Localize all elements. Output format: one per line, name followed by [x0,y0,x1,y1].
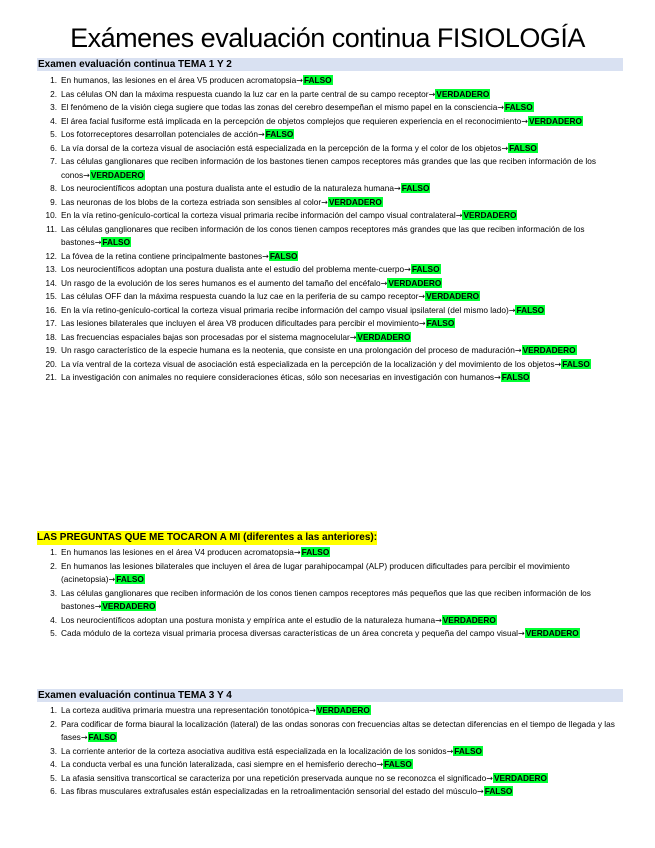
answer-badge: FALSO [301,547,330,557]
question-number: 17. [45,318,57,328]
question-number: 5. [50,772,57,783]
question-number: 7. [50,156,57,166]
answer-badge: VERDADERO [316,705,370,715]
question-item [0,718,655,745]
answer-badge: FALSO [303,75,332,85]
right-arrow-icon: → [293,548,301,557]
question-number: 12. [45,250,57,261]
question-item [0,290,655,304]
right-arrow-icon: → [501,143,509,153]
right-arrow-icon: → [418,292,426,301]
question-item [0,587,655,614]
answer-badge: VERDADERO [102,601,156,611]
answer-badge: VERDADERO [522,345,576,355]
question-item [0,277,655,291]
right-arrow-icon: → [94,602,102,611]
question-body [61,88,617,102]
answer-badge: FALSO [88,732,117,742]
section-heading-my-questions: LAS PREGUNTAS QUE ME TOCARON A MI (diferentes a las anteriores): [37,532,378,543]
question-body [61,745,617,759]
question-item [0,627,655,641]
answer-badge: FALSO [102,237,131,247]
right-arrow-icon: → [94,238,102,247]
question-number: 1. [50,75,57,85]
question-text: Las células ganglionares que reciben información de los conos tienen campos receptores más pequeños que las que reciben información de los bastones [61,587,591,611]
question-item [0,304,655,318]
section-heading-tema-3-4: Examen evaluación continua TEMA 3 Y 4 [37,689,623,702]
answer-badge: VERDADERO [357,331,411,342]
question-item [0,371,655,385]
right-arrow-icon: → [477,787,484,796]
question-text: Las frecuencias espaciales bajas son procesadas por el sistema magnocelular [61,331,350,342]
right-arrow-icon: → [80,733,88,742]
question-text: En humanos, las lesiones en el área V5 producen acromatopsia [61,75,297,85]
question-number: 11. [46,223,57,234]
question-body [61,704,617,718]
question-item [0,182,655,196]
answer-badge: VERDADERO [493,772,547,783]
question-body [61,250,617,264]
question-text: La vía dorsal de la corteza visual de asociación está especializada en la percepción de la forma y el color de los objetos [61,142,502,153]
right-arrow-icon: → [428,89,436,99]
answer-badge: FALSO [411,264,440,274]
question-text: Las células ganglionares que reciben información de los bastones tienen campos receptores más grandes que las que reciben información de los conos [61,156,597,180]
question-number: 4. [50,614,57,625]
question-body [61,371,617,385]
question-body [61,142,617,156]
question-text: El fenómeno de la visión ciega sugiere que todas las zonas del cerebro desempeñan el mismo papel en la consciencia [61,102,498,112]
right-arrow-icon: → [486,773,493,783]
answer-badge: VERDADERO [328,196,382,207]
question-text: Cada módulo de la corteza visual primaria procesa diversas características de un área concreta y pequeña del campo visual [61,628,519,638]
question-text: La afasia sensitiva transcortical se caracteriza por una repetición preservada aunque no se reconozca el significado [61,772,487,783]
question-number: 10. [45,210,57,220]
question-number: 1. [50,705,57,715]
question-number: 2. [50,560,57,571]
right-arrow-icon: → [521,116,528,126]
right-arrow-icon: → [554,359,562,369]
right-arrow-icon: → [494,373,501,382]
question-body [61,772,617,786]
question-body [61,74,617,88]
question-number: 21. [45,372,57,382]
right-arrow-icon: → [376,760,384,769]
answer-badge: VERDADERO [442,614,496,625]
question-text: Las células ON dan la máxima respuesta cuando la luz car en la parte central de su campo receptor [61,88,429,99]
answer-badge: FALSO [509,142,537,153]
question-body [61,627,617,641]
question-item [0,785,655,799]
right-arrow-icon: → [83,170,90,180]
question-text: La conducta verbal es una función lateralizada, casi siempre en el hemisferio derecho [61,759,377,769]
question-text: La investigación con animales no requiere consideraciones éticas, sólo son necesarias en investigación con humanos [61,372,495,382]
answer-badge: FALSO [454,745,482,756]
question-number: 16. [45,304,57,315]
answer-badge: FALSO [505,102,533,112]
question-text: En la vía retino-genículo-cortical la corteza visual primaria recibe información del campo visual ipsilateral (del mismo lado) [61,304,509,315]
right-arrow-icon: → [418,319,426,328]
question-text: En la vía retino-genículo-cortical la corteza visual primaria recibe información del campo visual contralateral [61,210,456,220]
question-text: La vía ventral de la corteza visual de asociación está especializada en la percepción de la localización y del movimiento de los objetos [61,358,555,369]
question-number: 4. [50,759,57,769]
answer-badge: VERDADERO [463,210,517,220]
question-item [0,546,655,560]
question-number: 5. [50,129,57,139]
question-item [0,745,655,759]
answer-badge: VERDADERO [90,169,144,180]
question-text: Para codificar de forma biaural la localización (lateral) de las ondas sonoras con frecuencias altas se detectan diferencias en el tiempo de llegada y las fases [61,718,615,742]
question-body [61,209,617,223]
answer-badge: VERDADERO [436,88,490,99]
answer-badge: FALSO [562,358,590,369]
question-body [61,128,617,142]
question-item [0,250,655,264]
question-item [0,344,655,358]
question-body [61,263,617,277]
question-item [0,196,655,210]
question-number: 9. [50,196,57,207]
right-arrow-icon: → [309,706,316,715]
question-text: Los fotorreceptores desarrollan potenciales de acción [61,129,258,139]
question-item [0,758,655,772]
question-number: 5. [50,628,57,638]
right-arrow-icon: → [455,211,463,220]
question-text: El área facial fusiforme está implicada en la percepción de objetos complejos que requieren experiencia en el reconocimiento [61,115,522,126]
question-item [0,115,655,129]
question-item [0,704,655,718]
right-arrow-icon: → [435,615,442,625]
question-body [61,560,617,587]
page-title: Exámenes evaluación continua FISIOLOGÍA [70,23,585,53]
question-item [0,128,655,142]
question-text: Las neuronas de los blobs de la corteza estriada son sensibles al color [61,196,322,207]
question-text: En humanos las lesiones en el área V4 producen acromatopsia [61,547,294,557]
section-heading-tema-1-2: Examen evaluación continua TEMA 1 Y 2 [37,58,623,71]
question-number: 13. [45,264,57,274]
question-body [61,304,617,318]
question-item [0,263,655,277]
question-body [61,718,617,745]
answer-badge: VERDADERO [388,277,442,288]
question-text: Un rasgo de la evolución de los seres humanos es el aumento del tamaño del encéfalo [61,277,381,288]
question-list-my-questions [0,546,655,641]
question-body [61,182,617,196]
question-item [0,155,655,182]
question-number: 15. [45,291,57,301]
question-item [0,614,655,628]
right-arrow-icon: → [321,197,328,207]
question-text: La fóvea de la retina contiene principalmente bastones [61,250,263,261]
question-body [61,317,617,331]
right-arrow-icon: → [262,251,269,261]
question-item [0,331,655,345]
question-item [0,358,655,372]
question-body [61,614,617,628]
right-arrow-icon: → [296,76,303,85]
question-item [0,772,655,786]
right-arrow-icon: → [349,332,357,342]
question-number: 19. [45,345,57,355]
right-arrow-icon: → [394,184,401,193]
question-item [0,101,655,115]
question-number: 20. [45,358,57,369]
question-body [61,587,617,614]
question-text: Las células ganglionares que reciben información de los conos tienen campos receptores más grandes que las que reciben información de los bastones [61,223,585,247]
question-item [0,88,655,102]
question-body [61,101,617,115]
question-body [61,115,617,129]
answer-badge: FALSO [401,183,430,193]
question-text: Los neurocientíficos adoptan una postura dualista ante el estudio de la naturaleza humana [61,183,395,193]
answer-badge: FALSO [269,250,298,261]
question-text: Las células OFF dan la máxima respuesta cuando la luz cae en la periferia de su campo receptor [61,291,419,301]
question-body [61,331,617,345]
right-arrow-icon: → [446,746,454,756]
question-number: 14. [45,277,57,288]
question-number: 6. [50,786,57,796]
question-item [0,223,655,250]
question-text: Un rasgo característico de la especie humana es la neotenia, que consiste en una prolongación del proceso de maduración [61,345,515,355]
question-list-tema-1-2 [0,74,655,385]
right-arrow-icon: → [514,346,522,355]
question-text: Los neurocientíficos adoptan una postura dualista ante el estudio del problema mente-cuerpo [61,264,405,274]
question-body [61,344,617,358]
right-arrow-icon: → [380,278,388,288]
question-number: 6. [50,142,57,153]
question-body [61,358,617,372]
right-arrow-icon: → [404,265,411,274]
answer-badge: FALSO [484,786,513,796]
question-body [61,758,617,772]
answer-badge: FALSO [426,318,455,328]
question-number: 2. [50,88,57,99]
question-item [0,317,655,331]
right-arrow-icon: → [497,103,505,112]
question-item [0,74,655,88]
question-body [61,196,617,210]
question-text: En humanos las lesiones bilaterales que incluyen el área de lugar parahipocampal (ALP) producen dificultades para percibir el movimiento (acinetopsia) [61,560,570,584]
question-text: Las fibras musculares extrafusales están especializadas en la retroalimentación sensorial del estado del músculo [61,786,477,796]
answer-badge: FALSO [265,129,294,139]
right-arrow-icon: → [108,575,116,584]
question-list-tema-3-4 [0,704,655,799]
question-number: 3. [50,102,57,112]
right-arrow-icon: → [257,130,265,139]
question-body [61,223,617,250]
question-number: 3. [50,745,57,756]
question-number: 4. [50,115,57,126]
question-body [61,155,617,182]
question-item [0,142,655,156]
right-arrow-icon: → [508,305,516,315]
question-number: 8. [50,183,57,193]
question-item [0,560,655,587]
answer-badge: FALSO [384,759,412,769]
question-number: 18. [45,331,57,342]
question-body [61,290,617,304]
question-number: 3. [50,587,57,598]
answer-badge: FALSO [501,372,530,382]
question-body [61,546,617,560]
question-text: La corriente anterior de la corteza asociativa auditiva está especializada en la localización de los sonidos [61,745,447,756]
question-number: 1. [50,547,57,557]
question-text: Las lesiones bilaterales que incluyen el área V8 producen dificultades para percibir el movimiento [61,318,419,328]
answer-badge: FALSO [116,574,144,584]
answer-badge: VERDADERO [525,628,579,638]
answer-badge: VERDADERO [528,115,582,126]
question-body [61,785,617,799]
question-text: Los neurocientíficos adoptan una postura monista y empírica ante el estudio de la naturaleza humana [61,614,436,625]
question-body [61,277,617,291]
answer-badge: VERDADERO [426,291,480,301]
question-number: 2. [50,718,57,729]
right-arrow-icon: → [518,629,525,638]
question-text: La corteza auditiva primaria muestra una representación tonotópica [61,705,310,715]
answer-badge: FALSO [516,304,545,315]
question-item [0,209,655,223]
